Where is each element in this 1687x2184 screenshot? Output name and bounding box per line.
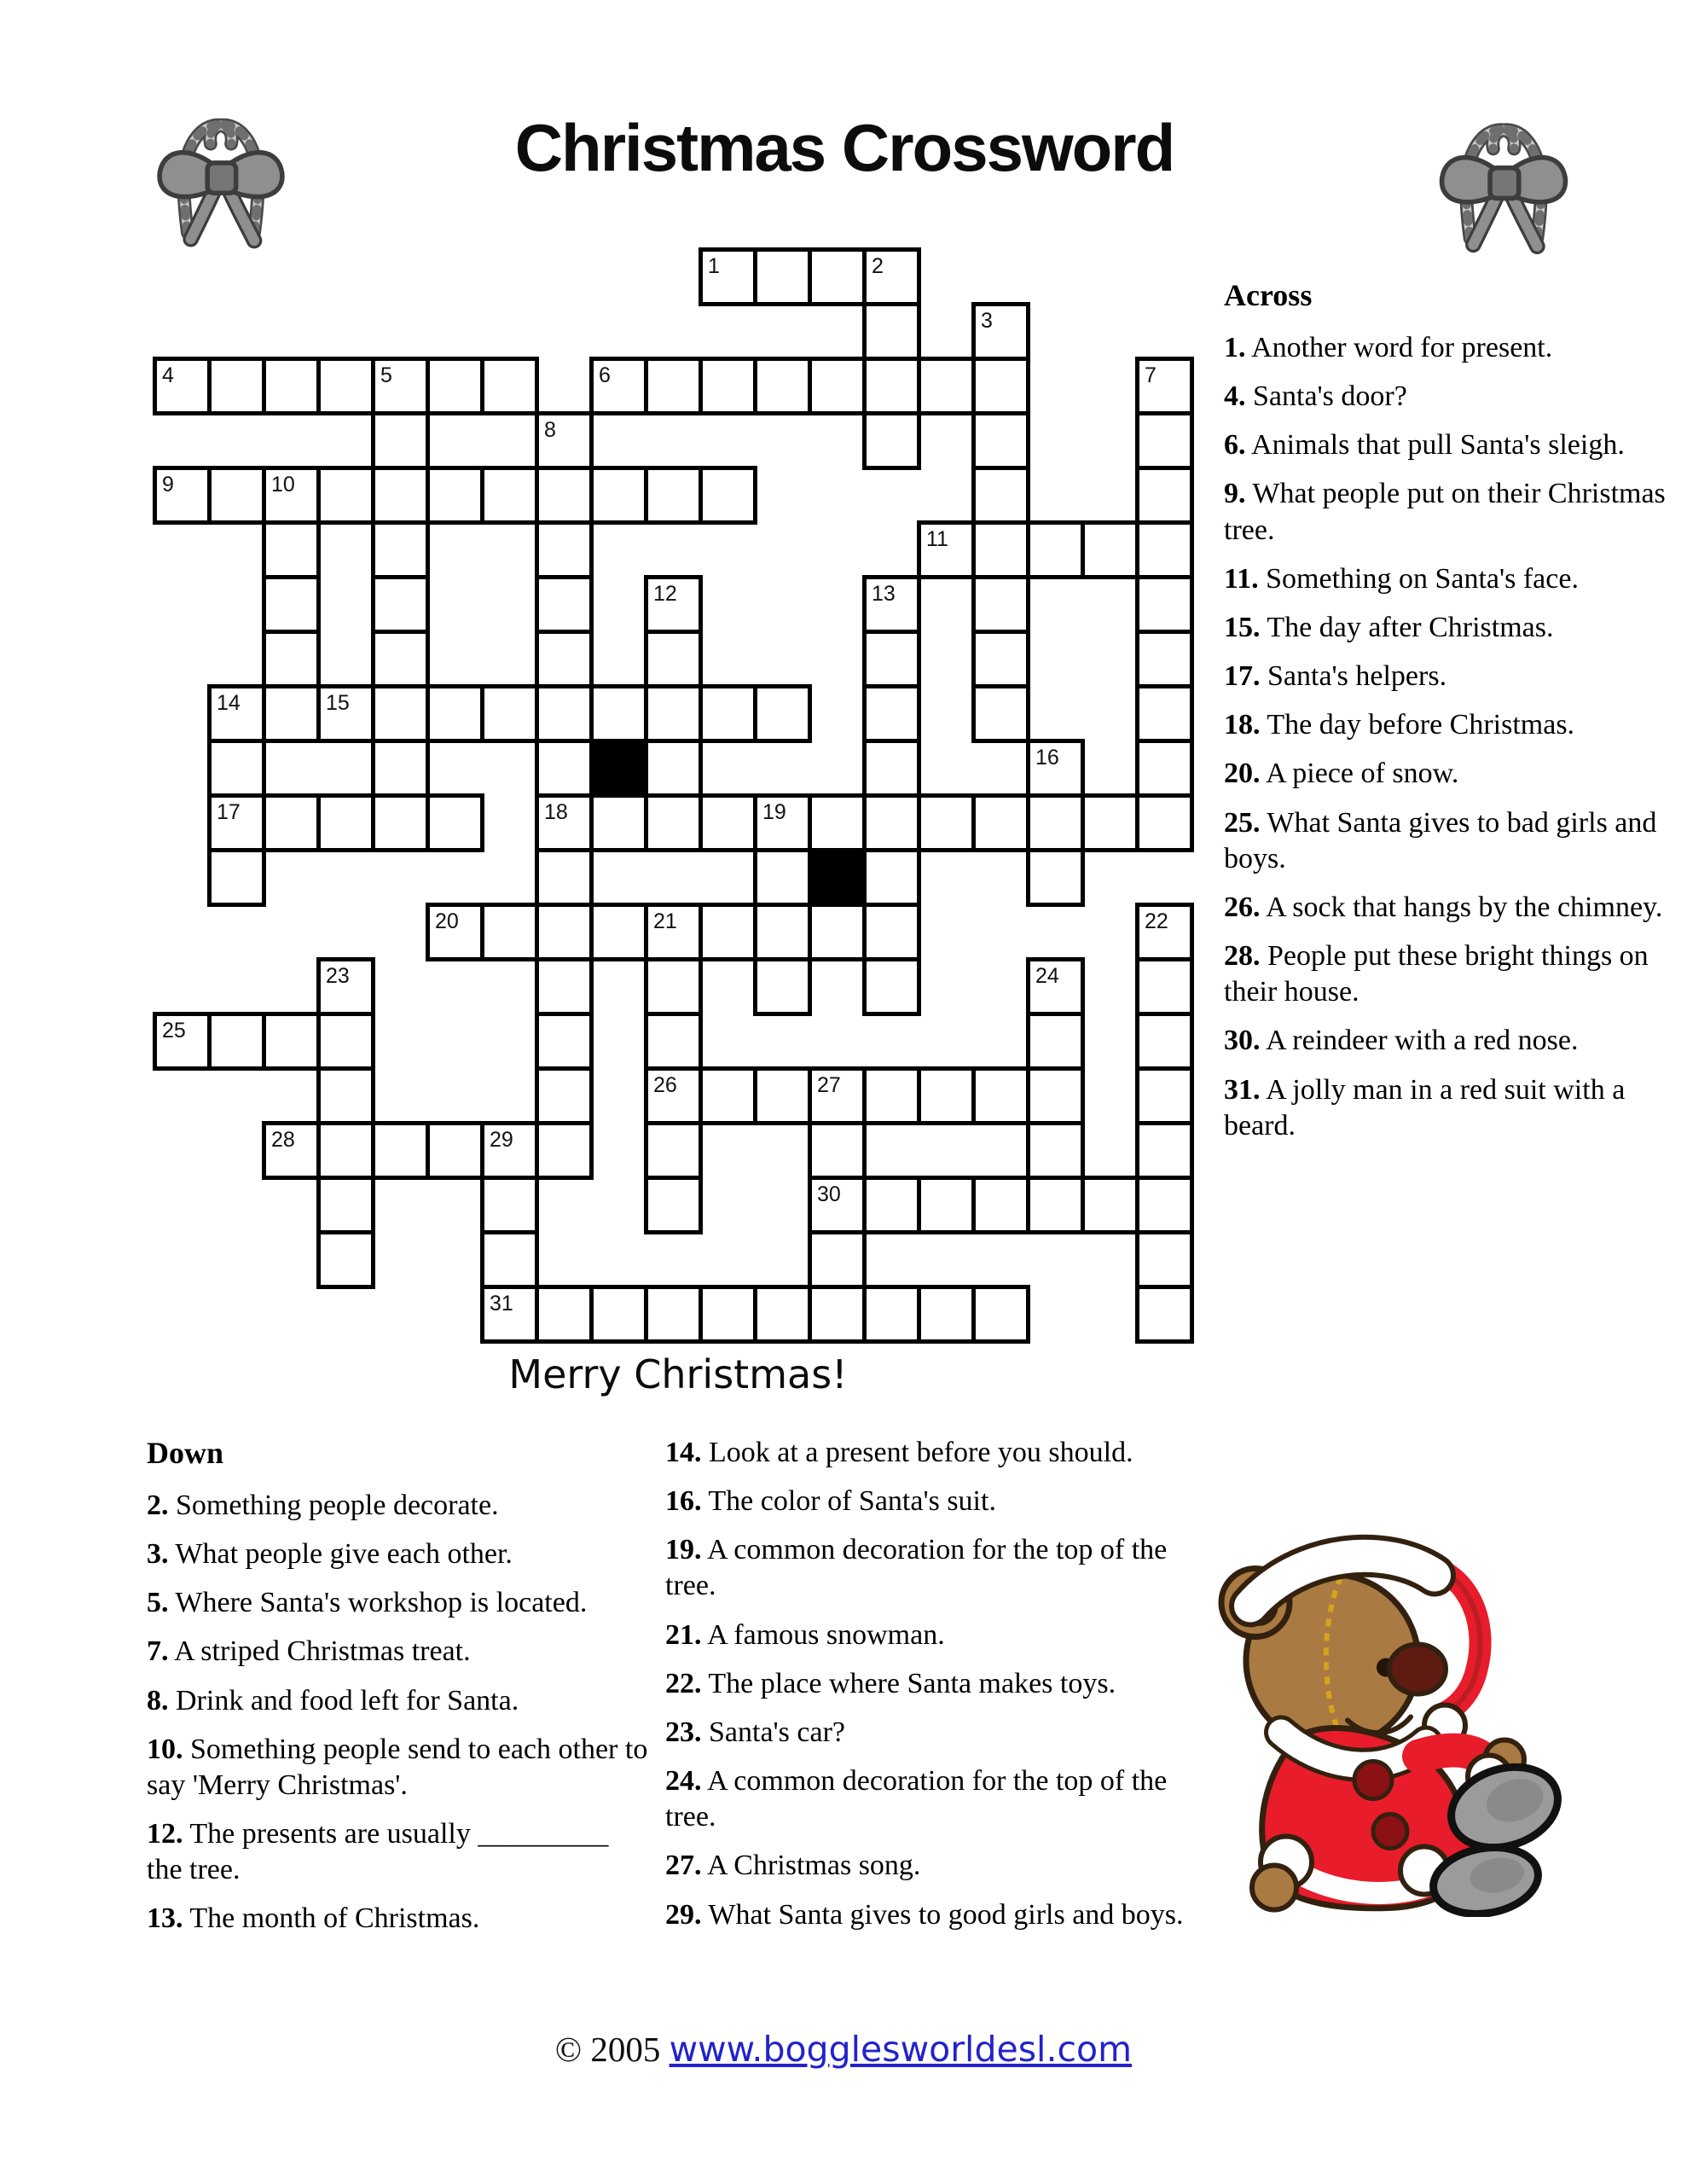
grid-cell	[316, 1230, 375, 1289]
grid-number: 18	[544, 800, 568, 824]
grid-number: 24	[1035, 964, 1059, 988]
grid-cell	[535, 684, 594, 743]
grid-number: 28	[271, 1128, 295, 1152]
clue-item: 9. What people put on their Christmas tree.	[1224, 478, 1666, 546]
grid-cell	[971, 357, 1030, 415]
grid-cell	[316, 1176, 375, 1234]
grid-cell	[753, 903, 812, 961]
page-title: Christmas Crossword	[514, 110, 1174, 185]
grid-cell	[426, 466, 484, 525]
clue-item: 15. The day after Christmas.	[1224, 611, 1554, 643]
footer-link[interactable]: www.bogglesworldesl.com	[669, 2029, 1133, 2070]
grid-cell	[480, 684, 539, 743]
clue-item: 29. What Santa gives to good girls and boys.	[665, 1898, 1184, 1931]
grid-cell	[862, 903, 921, 961]
clue-item: 16. The color of Santa's suit.	[665, 1485, 996, 1518]
clue-number: 1.	[1224, 332, 1246, 363]
grid-cell	[371, 630, 430, 688]
grid-cell	[589, 466, 648, 525]
grid-cell	[1135, 1066, 1194, 1125]
grid-cell	[262, 793, 321, 852]
grid-cell	[207, 1012, 266, 1071]
clue-item: 31. A jolly man in a red suit with a beard.	[1224, 1073, 1626, 1141]
grid-cell	[535, 739, 594, 798]
clue-number: 7.	[147, 1635, 169, 1668]
grid-cell	[1135, 1285, 1194, 1344]
clue-item: 14. Look at a present before you should.	[665, 1437, 1133, 1468]
grid-cell	[371, 466, 430, 525]
clue-number: 24.	[665, 1765, 702, 1798]
grid-cell	[426, 1121, 484, 1180]
clue-number: 13.	[147, 1902, 183, 1935]
grid-cell	[1135, 684, 1194, 743]
grid-cell	[1135, 1012, 1194, 1071]
grid-cell	[971, 411, 1030, 470]
grid-cell	[644, 630, 703, 688]
footer	[0, 2029, 1687, 2070]
grid-number: 12	[653, 582, 677, 606]
grid-cell	[699, 466, 757, 525]
grid-cell	[644, 1121, 703, 1180]
clue-number: 8.	[147, 1684, 169, 1716]
grid-cell	[644, 739, 703, 798]
clue-item: 21. A famous snowman.	[665, 1618, 945, 1651]
clue-item: 20. A piece of snow.	[1224, 758, 1459, 790]
clue-item: 25. What Santa gives to bad girls and boys.	[1224, 806, 1657, 874]
copyright-text: © 2005	[554, 2030, 670, 2069]
grid-cell	[1081, 520, 1139, 579]
grid-cell	[1135, 520, 1194, 579]
grid-cell	[971, 1176, 1030, 1234]
merry-christmas-text: Merry Christmas!	[508, 1351, 848, 1397]
grid-number: 21	[653, 909, 677, 933]
grid-cell	[862, 793, 921, 852]
clue-item: 3. What people give each other.	[147, 1538, 513, 1571]
grid-cell	[480, 466, 539, 525]
grid-cell	[753, 848, 812, 907]
grid-black-cell	[589, 739, 648, 798]
clue-item: 19. A common decoration for the top of the tree.	[665, 1534, 1168, 1602]
grid-cell	[753, 247, 812, 306]
down-clues-column-middle	[665, 1435, 1218, 1946]
clue-number: 2.	[147, 1490, 169, 1521]
across-header: Across	[1224, 278, 1313, 312]
grid-cell	[371, 793, 430, 852]
clue-number: 25.	[1224, 806, 1261, 839]
grid-cell	[862, 848, 921, 907]
clue-number: 12.	[147, 1818, 183, 1850]
grid-cell	[808, 793, 867, 852]
grid-number: 27	[817, 1073, 841, 1097]
down-clues-list-middle	[665, 1435, 1218, 1933]
clue-item: 6. Animals that pull Santa's sleigh.	[1224, 429, 1625, 462]
grid-number: 19	[762, 800, 786, 824]
candy-cane-bow-left-icon	[142, 96, 300, 251]
grid-cell	[371, 684, 430, 743]
grid-cell	[480, 1176, 539, 1234]
grid-cell	[535, 630, 594, 688]
grid-cell	[1135, 1121, 1194, 1180]
clue-item: 11. Something on Santa's face.	[1224, 562, 1579, 595]
clue-number: 5.	[147, 1587, 169, 1619]
grid-cell	[644, 1285, 703, 1344]
grid-number: 17	[217, 800, 241, 824]
grid-cell	[1135, 739, 1194, 798]
grid-cell	[971, 520, 1030, 579]
grid-cell	[862, 357, 921, 415]
grid-cell	[207, 357, 266, 415]
grid-number: 30	[817, 1182, 841, 1206]
grid-cell	[1135, 793, 1194, 852]
grid-cell	[480, 357, 539, 415]
grid-number: 8	[544, 418, 556, 442]
grid-cell	[316, 1012, 375, 1071]
clue-number: 9.	[1224, 478, 1246, 510]
grid-cell	[1081, 1176, 1139, 1234]
grid-cell	[808, 357, 867, 415]
grid-number: 16	[1035, 746, 1059, 770]
grid-number: 15	[326, 691, 350, 715]
grid-number: 11	[926, 527, 948, 551]
grid-cell	[426, 793, 484, 852]
grid-cell	[808, 247, 867, 306]
grid-number: 13	[872, 582, 896, 606]
clue-item: 24. A common decoration for the top of the tree.	[665, 1765, 1168, 1833]
grid-cell	[971, 575, 1030, 634]
clue-number: 26.	[1224, 891, 1261, 923]
clue-item: 27. A Christmas song.	[665, 1850, 921, 1882]
clue-number: 27.	[665, 1850, 702, 1882]
grid-cell	[1135, 630, 1194, 688]
across-clues-list	[1224, 330, 1687, 1144]
grid-cell	[589, 793, 648, 852]
grid-cell	[971, 466, 1030, 525]
clue-item: 30. A reindeer with a red nose.	[1224, 1025, 1579, 1057]
clue-number: 22.	[665, 1667, 702, 1699]
grid-cell	[589, 1285, 648, 1344]
grid-number: 1	[708, 254, 720, 278]
grid-cell	[644, 1176, 703, 1234]
grid-cell	[316, 1121, 375, 1180]
candy-cane-bow-right-icon	[1423, 102, 1585, 254]
grid-cell	[1135, 575, 1194, 634]
grid-cell	[1026, 520, 1085, 579]
grid-cell	[1026, 1066, 1085, 1125]
clue-number: 17.	[1224, 660, 1261, 693]
clue-number: 28.	[1224, 940, 1261, 973]
clue-number: 30.	[1224, 1025, 1261, 1057]
clue-item: 7. A striped Christmas treat.	[147, 1635, 471, 1668]
grid-cell	[371, 739, 430, 798]
grid-cell	[862, 630, 921, 688]
clue-item: 17. Santa's helpers.	[1224, 660, 1447, 693]
clue-item: 1. Another word for present.	[1224, 332, 1553, 363]
clue-number: 29.	[665, 1898, 702, 1931]
grid-cell	[644, 357, 703, 415]
grid-cell	[808, 1121, 867, 1180]
grid-cell	[971, 793, 1030, 852]
clue-item: 22. The place where Santa makes toys.	[665, 1667, 1116, 1699]
grid-cell	[316, 793, 375, 852]
grid-number: 20	[435, 909, 459, 933]
clue-number: 19.	[665, 1534, 702, 1566]
grid-number: 31	[490, 1292, 513, 1316]
grid-cell	[426, 684, 484, 743]
grid-cell	[262, 357, 321, 415]
grid-number: 6	[599, 363, 611, 387]
grid-cell	[862, 739, 921, 798]
grid-number: 22	[1145, 909, 1168, 933]
grid-number: 25	[162, 1019, 186, 1043]
grid-cell	[1135, 466, 1194, 525]
grid-cell	[535, 848, 594, 907]
grid-cell	[535, 575, 594, 634]
grid-cell	[971, 684, 1030, 743]
grid-cell	[480, 903, 539, 961]
grid-cell	[753, 1285, 812, 1344]
grid-number: 14	[217, 691, 241, 715]
grid-cell	[262, 1012, 321, 1071]
grid-cell	[535, 1285, 594, 1344]
clue-item: 4. Santa's door?	[1224, 380, 1407, 413]
grid-cell	[1081, 793, 1139, 852]
grid-cell	[207, 739, 266, 798]
clue-number: 10.	[147, 1733, 183, 1765]
grid-cell	[1135, 411, 1194, 470]
clue-number: 16.	[665, 1485, 702, 1518]
clue-item: 28. People put these bright things on their house.	[1224, 940, 1649, 1008]
grid-cell	[699, 793, 757, 852]
grid-number: 9	[162, 473, 174, 497]
clue-number: 23.	[665, 1716, 702, 1748]
grid-cell	[753, 684, 812, 743]
grid-cell	[644, 684, 703, 743]
clue-item: 12. The presents are usually _________ the tree.	[147, 1818, 609, 1886]
clue-number: 6.	[1224, 429, 1246, 462]
grid-cell	[535, 1121, 594, 1180]
grid-cell	[262, 520, 321, 579]
grid-cell	[699, 684, 757, 743]
grid-cell	[917, 1066, 976, 1125]
grid-cell	[426, 357, 484, 415]
grid-cell	[316, 357, 375, 415]
grid-cell	[699, 1066, 757, 1125]
clue-number: 11.	[1224, 562, 1259, 595]
clue-item: 5. Where Santa's workshop is located.	[147, 1587, 588, 1619]
grid-cell	[535, 1066, 594, 1125]
clue-number: 4.	[1224, 380, 1246, 413]
clue-item: 2. Something people decorate.	[147, 1490, 499, 1521]
grid-number: 26	[653, 1073, 677, 1097]
grid-cell	[1026, 1012, 1085, 1071]
grid-cell	[644, 466, 703, 525]
grid-cell	[971, 1285, 1030, 1344]
grid-cell	[207, 848, 266, 907]
grid-cell	[371, 411, 430, 470]
grid-cell	[862, 684, 921, 743]
clue-number: 18.	[1224, 709, 1261, 741]
grid-number: 2	[872, 254, 884, 278]
grid-cell	[371, 575, 430, 634]
grid-cell	[917, 1285, 976, 1344]
down-header: Down	[147, 1436, 224, 1470]
grid-cell	[862, 411, 921, 470]
grid-cell	[699, 357, 757, 415]
grid-cell	[1026, 1176, 1085, 1234]
grid-cell	[371, 1121, 430, 1180]
down-clues-list-left	[147, 1488, 650, 1937]
grid-cell	[862, 957, 921, 1016]
grid-black-cell	[808, 848, 867, 907]
grid-cell	[535, 957, 594, 1016]
clue-item: 13. The month of Christmas.	[147, 1902, 480, 1935]
clue-item: 23. Santa's car?	[665, 1716, 845, 1748]
teddy-bear-illustration	[1204, 1520, 1580, 1917]
grid-cell	[262, 684, 321, 743]
grid-cell	[262, 630, 321, 688]
clue-number: 20.	[1224, 758, 1261, 790]
grid-number: 29	[490, 1128, 513, 1152]
grid-cell	[1026, 848, 1085, 907]
clue-item: 8. Drink and food left for Santa.	[147, 1684, 519, 1716]
grid-cell	[971, 1066, 1030, 1125]
grid-cell	[535, 1012, 594, 1071]
grid-cell	[480, 1230, 539, 1289]
grid-cell	[862, 1176, 921, 1234]
clue-item: 26. A sock that hangs by the chimney.	[1224, 891, 1663, 923]
grid-cell	[699, 1285, 757, 1344]
crossword-grid	[153, 247, 1194, 1344]
across-clues-column	[1224, 277, 1687, 1157]
grid-number: 3	[981, 309, 993, 333]
grid-cell	[644, 793, 703, 852]
grid-cell	[644, 957, 703, 1016]
grid-cell	[535, 903, 594, 961]
grid-cell	[862, 1285, 921, 1344]
grid-number: 4	[162, 363, 174, 387]
grid-cell	[917, 793, 976, 852]
grid-cell	[808, 903, 867, 961]
grid-cell	[1026, 793, 1085, 852]
grid-cell	[753, 357, 812, 415]
clue-number: 3.	[147, 1538, 169, 1571]
grid-cell	[1026, 1121, 1085, 1180]
grid-cell	[644, 1012, 703, 1071]
grid-cell	[862, 1066, 921, 1125]
grid-cell	[1135, 1230, 1194, 1289]
clue-number: 21.	[665, 1618, 702, 1651]
grid-cell	[808, 1285, 867, 1344]
grid-cell	[753, 1066, 812, 1125]
down-clues-column-left	[147, 1435, 650, 1950]
grid-cell	[371, 520, 430, 579]
grid-cell	[207, 466, 266, 525]
grid-cell	[917, 357, 976, 415]
grid-cell	[316, 466, 375, 525]
clue-item: 10. Something people send to each other to say 'Merry Christmas'.	[147, 1733, 648, 1801]
grid-cell	[862, 302, 921, 361]
grid-cell	[535, 466, 594, 525]
clue-item: 18. The day before Christmas.	[1224, 709, 1575, 741]
grid-cell	[535, 520, 594, 579]
grid-cell	[1135, 1176, 1194, 1234]
grid-number: 7	[1145, 363, 1157, 387]
clue-number: 15.	[1224, 611, 1261, 643]
grid-cell	[262, 575, 321, 634]
clue-number: 31.	[1224, 1073, 1261, 1106]
grid-cell	[589, 903, 648, 961]
grid-cell	[699, 903, 757, 961]
grid-cell	[589, 684, 648, 743]
grid-number: 5	[380, 363, 392, 387]
grid-cell	[971, 630, 1030, 688]
grid-cell	[1135, 957, 1194, 1016]
grid-cell	[917, 1176, 976, 1234]
grid-cell	[808, 1230, 867, 1289]
grid-cell	[753, 957, 812, 1016]
grid-number: 10	[271, 473, 295, 497]
grid-cell	[316, 1066, 375, 1125]
clue-number: 14.	[665, 1437, 702, 1468]
grid-number: 23	[326, 964, 350, 988]
